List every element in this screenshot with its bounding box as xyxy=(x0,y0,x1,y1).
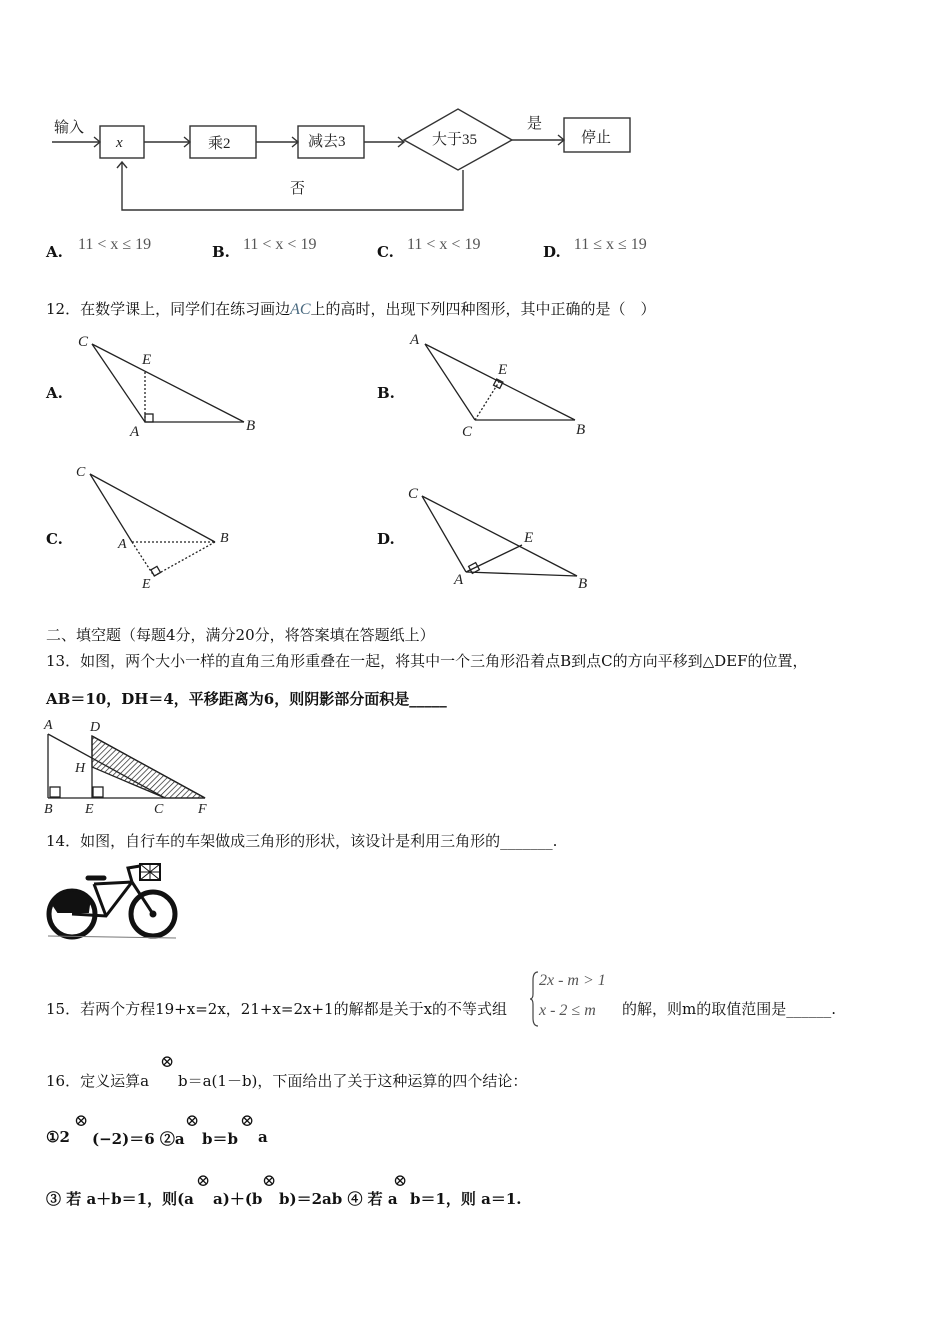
svg-text:A: A xyxy=(454,572,464,588)
q15-stem-before: 15．若两个方程19+x=2x，21+x=2x+1的解都是关于x的不等式组 xyxy=(46,1000,508,1018)
q11-option-b-text: 11 < x < 19 xyxy=(243,236,317,253)
q16-c3-c: b)＝2ab ④ 若 a xyxy=(279,1190,398,1208)
q14-text: 14．如图，自行车的车架做成三角形的形状，该设计是利用三角形的_______. xyxy=(46,832,558,850)
q12-stem: 12．在数学课上，同学们在练习画边AC上的高时，出现下列四种图形，其中正确的是（ ） xyxy=(46,300,656,318)
svg-text:E: E xyxy=(142,352,152,368)
svg-text:C: C xyxy=(408,486,419,502)
otimes-icon: ⊗ xyxy=(393,1171,408,1191)
svg-text:B: B xyxy=(578,576,588,592)
svg-text:F: F xyxy=(198,802,207,817)
svg-text:C: C xyxy=(76,465,86,480)
q16-c1-d: a xyxy=(258,1128,268,1146)
flow-yes-label: 是 xyxy=(527,116,543,132)
svg-text:E: E xyxy=(498,362,508,378)
svg-text:B: B xyxy=(220,531,229,546)
flowchart xyxy=(40,100,660,220)
svg-text:E: E xyxy=(524,530,534,546)
flow-input-label: 输入 xyxy=(54,120,85,136)
q12-figure-b xyxy=(400,330,600,440)
bicycle-image xyxy=(44,858,180,944)
q11-option-a-text: 11 < x ≤ 19 xyxy=(77,236,152,253)
q16-c3-b: a)＋(b xyxy=(213,1190,263,1208)
svg-text:C: C xyxy=(462,424,473,440)
q11-option-c-text: 11 < x < 19 xyxy=(407,236,481,253)
q11-option-d-text: 11 ≤ x ≤ 19 xyxy=(573,236,647,253)
q16-c1-a: ①2 xyxy=(46,1128,70,1146)
otimes-icon: ⊗ xyxy=(160,1052,175,1072)
q16-c1-b: (−2)＝6 ②a xyxy=(92,1130,185,1148)
q12-label-d: D. xyxy=(377,530,395,548)
q12-label-c: C. xyxy=(46,530,63,548)
q11-option-b: B. 11 < x < 19 xyxy=(212,236,317,261)
otimes-icon: ⊗ xyxy=(240,1111,255,1131)
q15-ineq1: 2x - m > 1 xyxy=(539,972,606,989)
svg-text:B: B xyxy=(44,802,53,817)
flow-stop-box: 停止 xyxy=(581,130,612,146)
flow-x-box: x xyxy=(116,135,123,151)
q11-option-d: D. 11 ≤ x ≤ 19 xyxy=(543,236,647,261)
q13-line2: AB＝10，DH＝4，平移距离为6，则阴影部分面积是_____ xyxy=(46,690,447,708)
q16-c1-c: b＝b xyxy=(202,1130,238,1148)
q16-stem-b: b＝a(1－b)，下面给出了关于这种运算的四个结论： xyxy=(178,1072,528,1090)
q15-stem-after: 的解，则m的取值范围是______. xyxy=(622,1000,836,1018)
svg-text:B: B xyxy=(576,422,586,438)
svg-text:A: A xyxy=(118,537,127,552)
flow-decision: 大于35 xyxy=(432,132,478,148)
svg-text:E: E xyxy=(85,802,94,817)
otimes-icon: ⊗ xyxy=(262,1171,277,1191)
flow-subtract-box: 减去3 xyxy=(308,134,346,150)
svg-text:A: A xyxy=(44,718,53,733)
svg-text:A: A xyxy=(130,424,140,440)
svg-text:C: C xyxy=(78,334,89,350)
svg-text:A: A xyxy=(410,332,420,348)
q16-stem-a: 16．定义运算a xyxy=(46,1072,150,1090)
svg-text:D: D xyxy=(90,720,101,735)
q12-figure-c xyxy=(70,458,270,593)
q15-ineq2: x - 2 ≤ m xyxy=(539,1002,596,1019)
otimes-icon: ⊗ xyxy=(196,1171,211,1191)
section2-heading: 二、填空题（每题4分，满分20分，将答案填在答题纸上） xyxy=(46,626,435,644)
svg-text:H: H xyxy=(75,761,86,776)
q11-option-a: A. 11 < x ≤ 19 xyxy=(46,236,152,261)
q13-figure xyxy=(40,712,220,820)
q11-option-c: C. 11 < x < 19 xyxy=(377,236,481,261)
q16-c3-a: ③ 若 a＋b＝1，则(a xyxy=(46,1190,194,1208)
q13-line1: 13．如图，两个大小一样的直角三角形重叠在一起，将其中一个三角形沿着点B到点C的方向平移到△DEF的位置， xyxy=(46,652,808,670)
q12-figure-a xyxy=(70,330,270,440)
flow-no-label: 否 xyxy=(290,181,306,197)
svg-text:E: E xyxy=(142,577,151,592)
otimes-icon: ⊗ xyxy=(185,1111,200,1131)
q12-label-a: A. xyxy=(46,384,63,402)
brace-icon xyxy=(529,970,539,1028)
q16-c3-d: b＝1，则 a＝1. xyxy=(410,1190,522,1208)
q12-figure-d xyxy=(400,480,600,595)
flow-multiply-box: 乘2 xyxy=(208,136,231,152)
svg-text:C: C xyxy=(154,802,164,817)
svg-text:B: B xyxy=(246,418,256,434)
q15-inequality-system xyxy=(529,970,625,1028)
q12-label-b: B. xyxy=(377,384,395,402)
otimes-icon: ⊗ xyxy=(74,1111,89,1131)
